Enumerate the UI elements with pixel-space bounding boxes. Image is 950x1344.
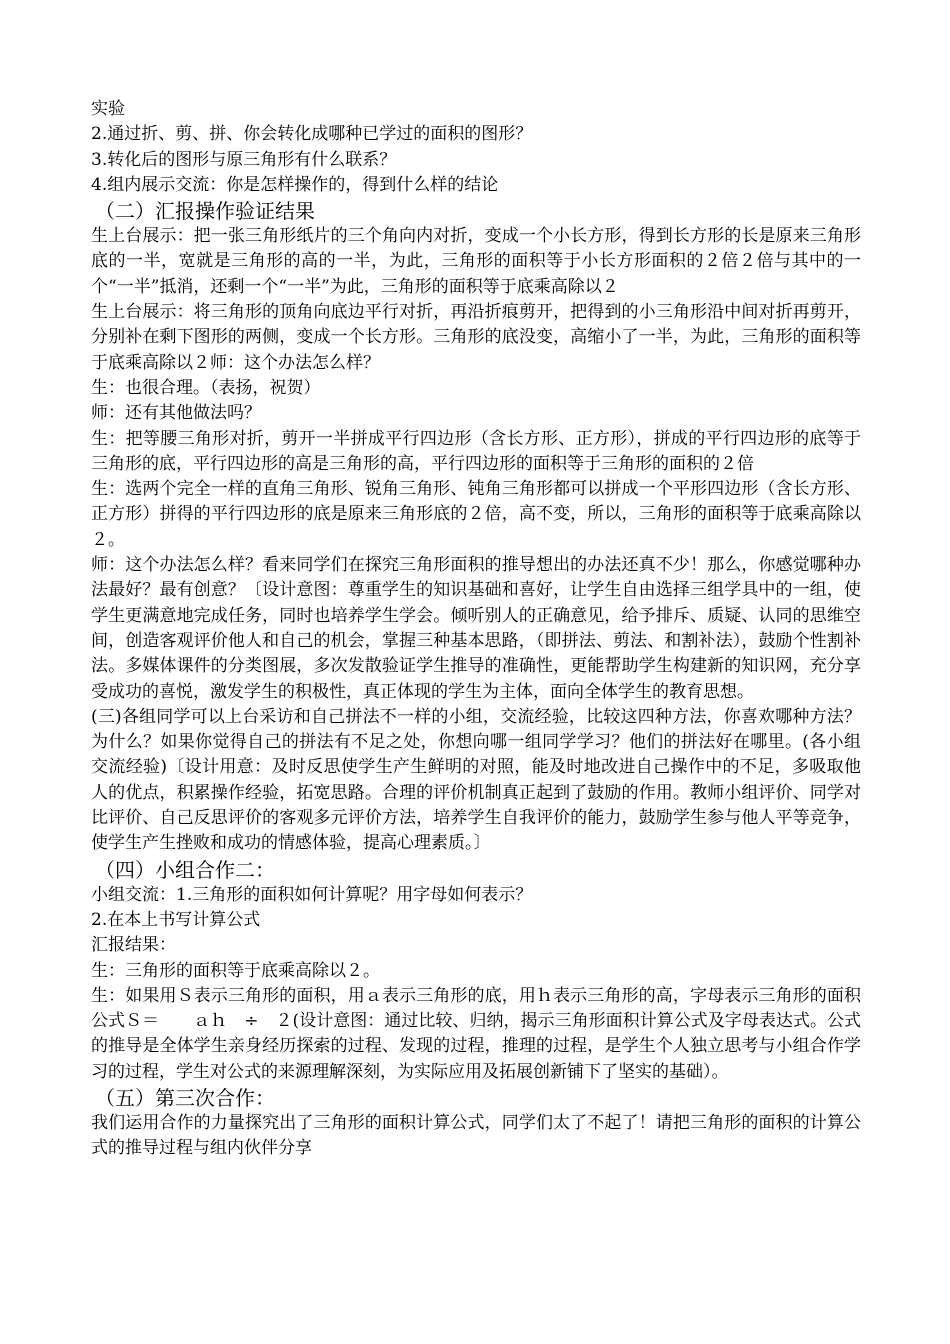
section-heading-5: （五）第三次合作： <box>95 1085 275 1110</box>
question-2: 2.通过折、剪、拼、你会转化成哪种已学过的面积的图形？ <box>91 124 533 145</box>
question-3: 3.转化后的图形与原三角形有什么联系？ <box>91 149 397 170</box>
paragraph-two-triangles-method: 生：选两个完全一样的直角三角形、锐角三角形、钝角三角形都可以拼成一个平形四边形（含长方形、正方形）拼得的平行四边形的底是原来三角形底的２倍，高不变，所以，三角形的面积等于底乘高除以２。 <box>91 479 861 550</box>
paragraph-student-demo-2: 生上台展示：将三角形的顶角向底边平行对折，再沿折痕剪开，把得到的小三角形沿中间对折再剪开，分别补在剩下图形的两侧，变成一个长方形。三角形的底没变，高缩小了一半，为此，三角形的面积等于底乘高除以２师：这个办法怎么样？ <box>91 302 861 373</box>
paragraph-design-intent-1: 师：这个办法怎么样？看来同学们在探究三角形面积的推导想出的办法还真不少！那么，你感觉哪种办法最好？最有创意？〔设计意图：尊重学生的知识基础和喜好，让学生自由选择三组学具中的一组，使学生更满意地完成任务，同时也培养学生学会。倾听别人的正确意见，给予排斥、质疑、认同的思维空间，创造客观评价他人和自己的机会，掌握三种基本思路，（即拼法、剪法、和割补法），鼓励个性割补法。多媒体课件的分类图展，多次发散验证学生推导的准确性，更能帮助学生构建新的知识网，充分享受成功的喜悦，激发学生的积极性，真正体现的学生为主体，面向全体学生的教育思想。 <box>91 555 861 702</box>
section-heading-4: （四）小组合作二： <box>95 857 275 882</box>
paragraph-write-formula: 2.在本上书写计算公式 <box>91 909 261 930</box>
paragraph-report-results: 汇报结果： <box>91 935 176 956</box>
section-heading-2: （二）汇报操作验证结果 <box>95 199 315 224</box>
paragraph-group-discussion: 小组交流：1.三角形的面积如何计算呢？用字母如何表示？ <box>91 884 533 905</box>
document-page <box>91 97 861 1162</box>
paragraph-closing: 我们运用合作的力量探究出了三角形的面积计算公式，同学们太了不起了！请把三角形的面积的计算公式的推导过程与组内伙伴分享 <box>91 1112 861 1159</box>
paragraph-formula: 生：如果用Ｓ表示三角形的面积，用ａ表示三角形的底，用ｈ表示三角形的高，字母表示三角形的面积公式Ｓ＝ ａｈ ÷ ２(设计意图：通过比较、归纳，揭示三角形面积计算公式及字母表达式。公式的推导是全体学生亲身经历探索的过程、发现的过程，推理的过程，是学生个人独立思考与小组合作学习的过程，学生对公式的来源理解深刻，为实际应用及拓展创新铺下了坚实的基础）。 <box>91 985 861 1082</box>
question-4: 4.组内展示交流：你是怎样操作的，得到什么样的结论 <box>91 174 499 195</box>
paragraph-student-reply: 生：也很合理。（表扬，祝贺） <box>91 377 321 398</box>
paragraph-teacher-question: 师：还有其他做法吗？ <box>91 403 261 424</box>
paragraph-area-statement: 生：三角形的面积等于底乘高除以２。 <box>91 960 380 981</box>
paragraph-isosceles-method: 生：把等腰三角形对折，剪开一半拼成平行四边形（含长方形、正方形），拼成的平行四边形的底等于三角形的底，平行四边形的高是三角形的高，平行四边形的面积等于三角形的面积的２倍 <box>91 428 861 474</box>
paragraph-experiment: 实验 <box>91 99 125 119</box>
paragraph-section-3: (三)各组同学可以上台采访和自己拼法不一样的小组，交流经验，比较这四种方法，你喜欢哪种方法？为什么？如果你觉得自己的拼法有不足之处，你想向哪一组同学学习？他们的拼法好在哪里。(各小组交流经验)〔设计用意：及时反思使学生产生鲜明的对照，能及时地改进自己操作中的不足，多吸取他人的优点，积累操作经验，拓宽思路。合理的评价机制真正起到了鼓励的作用。教师小组评价、同学对比评价、自己反思评价的客观多元评价方法，培养学生自我评价的能力，鼓励学生参与他人平等竞争，使学生产生挫败和成功的情感体验，提高心理素质。〕 <box>91 706 861 854</box>
paragraph-student-demo-1: 生上台展示：把一张三角形纸片的三个角向内对折，变成一个小长方形，得到长方形的长是原来三角形底的一半，宽就是三角形的高的一半，为此，三角形的面积等于小长方形面积的２倍２倍与其中的一个“一半”抵消，还剩一个“一半”为此，三角形的面积等于底乘高除以２ <box>91 226 861 297</box>
